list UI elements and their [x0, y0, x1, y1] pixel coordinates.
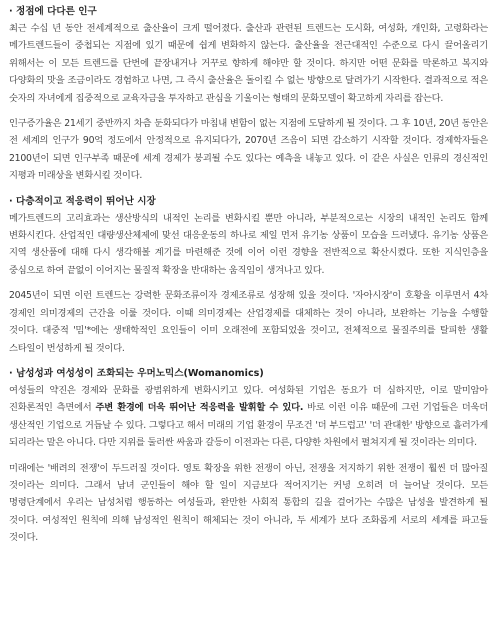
section-heading: · 다층적이고 적응력이 뛰어난 시장: [9, 195, 156, 207]
section-heading: · 정점에 다다른 인구: [9, 6, 97, 17]
section-population-peak: [9, 4, 488, 185]
section-heading: · 남성성과 여성성이 조화되는 우머노믹스(Womanomics): [9, 367, 264, 379]
paragraph: 2045년이 되면 이런 트렌드는 강력한 문화조류이자 경제조류로 성장해 있을 것이다. '자아시장'이 호황을 이루면서 4차 경제인 의미경제의 근간을 이룰 것이다. 이때 의미경제는 산업경제를 대체하는 것이 아니라, 보완하는 기능을 수행할 것이다. 대중적 '밈'*에는 생태학적인 요인들이 이미 오래전에 포함되었을 것이고, 전체적으로 물질주의를 탈피한 생활 스타일이 번성하게 될 것이다.: [9, 290, 488, 354]
paragraph: 메가트렌드의 고리효과는 생산방식의 내적인 논리를 변화시킬 뿐만 아니라, 부분적으로는 시장의 내적인 논리도 함께 변화시킨다. 산업적인 대량생산체제에 맞선 대응운동의 하나로 제일 먼저 유기농 상품이 모습을 드러냈다. 유기농 상품은 지역 생산품에 대해 다시 생각해볼 계기를 마련해준 것에 이어 이런 경향을 전반적으로 확산시켰다. 또한 지식인층을 중심으로 하여 끝없이 이어지는 물질적 확장을 반대하는 움직임이 생겨나고 있다.: [9, 212, 488, 276]
section-womanomics: [9, 366, 488, 547]
paragraph: 최근 수십 년 동안 전세계적으로 출산율이 크게 떨어졌다. 출산과 관련된 트렌드는 도시화, 여성화, 개인화, 고령화라는 메가트렌드들이 중첩되는 지점에 있기 때문에 쉽게 변화하지 않는다. 출산율을 전근대적인 수준으로 다시 끌어올리기 위해서는 이 모든 트렌드를 단번에 끝장내거나 거꾸로 향하게 해야만 할 것이다. 하지만 어떤 문화를 막론하고 복지와 다양화의 맛을 조금이라도 경험하고 나면, 그 즉시 출산율은 돌이킬 수 없는 방향으로 달려가기 시작한다. 결과적으로 적은 숫자의 자녀에게 집중적으로 교육자금을 투자하고 관심을 기울이는 형태의 문화모델이 확고하게 자리를 잡는다.: [9, 23, 488, 104]
paragraph: 미래에는 '배려의 전쟁'이 두드러질 것이다. 영토 확장을 위한 전쟁이 아닌, 전쟁을 저지하기 위한 전쟁이 훨씬 더 많아질 것이라는 의미다. 그래서 남녀 군인들이 해야 할 일이 지금보다 적어지기는 커녕 오히려 더 늘어날 것이다. 모든 명령단계에서 우리는 남성처럼 행동하는 여성들과, 완만한 사회적 통합의 길을 걸어가는 수많은 남성을 발견하게 될 것이다. 여성적인 원칙에 의해 남성적인 원칙이 해체되는 것이 아니라, 두 세계가 보다 조화롭게 서로의 세계를 파고들 것이다.: [9, 462, 488, 544]
paragraph: 인구증가율은 21세기 중반까지 차츰 둔화되다가 마침내 변함이 없는 지점에 도달하게 될 것이다. 그 후 10년, 20년 동안은 전 세계의 인구가 90억 정도에서 안정적으로 유지되다가, 2070년 즈음이 되면 감소하기 시작할 것이다. 경제학자들은 2100년이 되면 인구부족 때문에 세계 경제가 붕괴될 수도 있다는 예측을 내놓고 있다. 이 같은 사실은 인류의 경신적인 지평과 미래상을 변화시킬 것이다.: [9, 118, 488, 182]
paragraph-text: 여성들의 약진은 경제와 문화를 광범위하게 변화시키고 있다. 여성화된 기업은 동요가 더 심하지만, 이로 말미암아 진화론적인 측면에서: [9, 384, 488, 414]
emphasized-text: 주변 환경에 더욱 뛰어난 적응력을 발휘할 수 있다.: [95, 402, 304, 414]
paragraph-text: 바로 이런 이유 때문에 그런 기업들은 더욱더 생산적인 기업으로 거듭날 수 있다. 그렇다고 해서 미래의 기업 환경이 무조건 '더 부드럽고' '더 관대한' 방향으로 흘러가게 되리라는 말은 아니다. 다만 지위를 둘러싼 싸움과 갈등이 이전과는 다른, 다양한 차원에서 펼쳐지게 될 것이라는 의미다.: [9, 402, 488, 449]
paragraph: [9, 382, 488, 452]
section-adaptive-market: [9, 194, 488, 357]
